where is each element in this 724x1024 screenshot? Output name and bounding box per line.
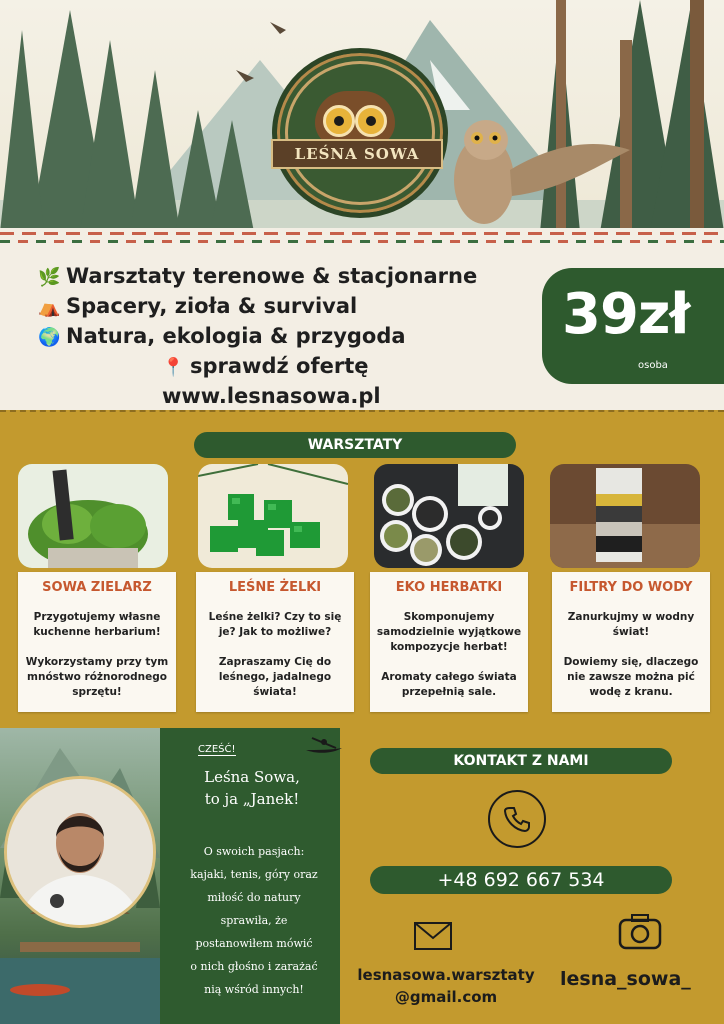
bio-text	[164, 728, 340, 1024]
hero-illustration	[0, 0, 724, 232]
feature-line	[38, 322, 518, 352]
bottom-section	[0, 728, 724, 1024]
feature-line	[38, 292, 518, 322]
globe-icon: 🌍	[38, 327, 61, 348]
card-title: FILTRY DO WODY	[569, 580, 693, 595]
herbs-photo	[18, 464, 168, 568]
email-line: lesnasowa.warsztaty	[357, 966, 535, 984]
feature-text: Spacery, zioła & survival	[66, 294, 358, 318]
bio-heading-line: to ja „Janek!	[204, 790, 300, 808]
card-title: LEŚNE ŻELKI	[228, 580, 322, 595]
website-link[interactable]: www.lesnasowa.pl	[162, 384, 381, 408]
water-filter-photo	[550, 464, 700, 568]
card-description: Leśne żelki? Czy to się je? Jak to możliwe? Zapraszamy Cię do leśnego, jadalnego świata!	[208, 611, 342, 698]
feature-line	[38, 352, 518, 382]
bio-story: O swoich pasjach: kajaki, tenis, góry oraz miłość do natury sprawiła, że postanowiłem mówić o nich głośno i zarażać nią wśród innych!	[190, 845, 318, 996]
brand-logo	[272, 48, 448, 218]
bio-panel	[0, 728, 340, 1024]
bio-heading	[164, 766, 340, 810]
mail-icon[interactable]	[414, 922, 452, 950]
workshop-card[interactable]	[196, 572, 354, 712]
workshop-card[interactable]	[370, 572, 528, 712]
feature-text: sprawdź ofertę	[190, 354, 369, 378]
price-badge	[542, 268, 724, 384]
price-unit: osoba	[638, 360, 668, 371]
contact-title: KONTAKT Z NAMI	[370, 748, 672, 774]
workshops-section	[0, 410, 724, 730]
owl-eye-icon	[355, 105, 387, 137]
lake-illustration	[0, 728, 160, 1024]
card-description: Przygotujemy własne kuchenne herbarium! Wykorzystamy przy tym mnóstwo różnorodnego sprzętu!	[25, 611, 169, 698]
email-line: @gmail.com	[394, 988, 498, 1006]
card-description: Zanurkujmy w wodny świat! Dowiemy się, dlaczego nie zawsze można pić wodę z kranu.	[563, 611, 699, 698]
tent-icon: ⛺	[38, 297, 61, 318]
card-title: SOWA ZIELARZ	[42, 580, 152, 595]
phone-icon[interactable]	[488, 790, 546, 848]
greeting: CZEŚĆ!	[198, 744, 236, 755]
owl-eye-icon	[323, 105, 355, 137]
decorative-divider	[0, 228, 724, 250]
workshops-title: WARSZTATY	[194, 432, 516, 458]
phone-number[interactable]: +48 692 667 534	[370, 866, 672, 894]
avatar	[4, 776, 156, 928]
email-address[interactable]	[344, 964, 548, 1008]
workshop-card[interactable]	[552, 572, 710, 712]
camera-icon[interactable]	[618, 914, 662, 950]
card-title: EKO HERBATKI	[395, 580, 503, 595]
gummies-photo	[198, 464, 348, 568]
kayak-icon	[304, 734, 344, 756]
feature-text: Natura, ekologia & przygoda	[66, 324, 406, 348]
card-description: Skomponujemy samodzielnie wyjątkowe kompozycje herbat! Aromaty całego świata przepełnią sale.	[376, 611, 522, 698]
tea-photo	[374, 464, 524, 568]
workshop-card[interactable]	[18, 572, 176, 712]
pin-icon: 📍	[162, 357, 185, 378]
price-amount: 39zł	[562, 282, 690, 347]
feature-list	[38, 262, 518, 410]
feature-line	[38, 262, 518, 292]
herb-icon: 🌿	[38, 267, 61, 288]
bio-heading-line: Leśna Sowa,	[204, 768, 300, 786]
instagram-handle[interactable]: lesna_sowa_	[560, 968, 691, 990]
feature-text: Warsztaty terenowe & stacjonarne	[66, 264, 478, 288]
logo-text: LEŚNA SOWA	[271, 139, 443, 169]
